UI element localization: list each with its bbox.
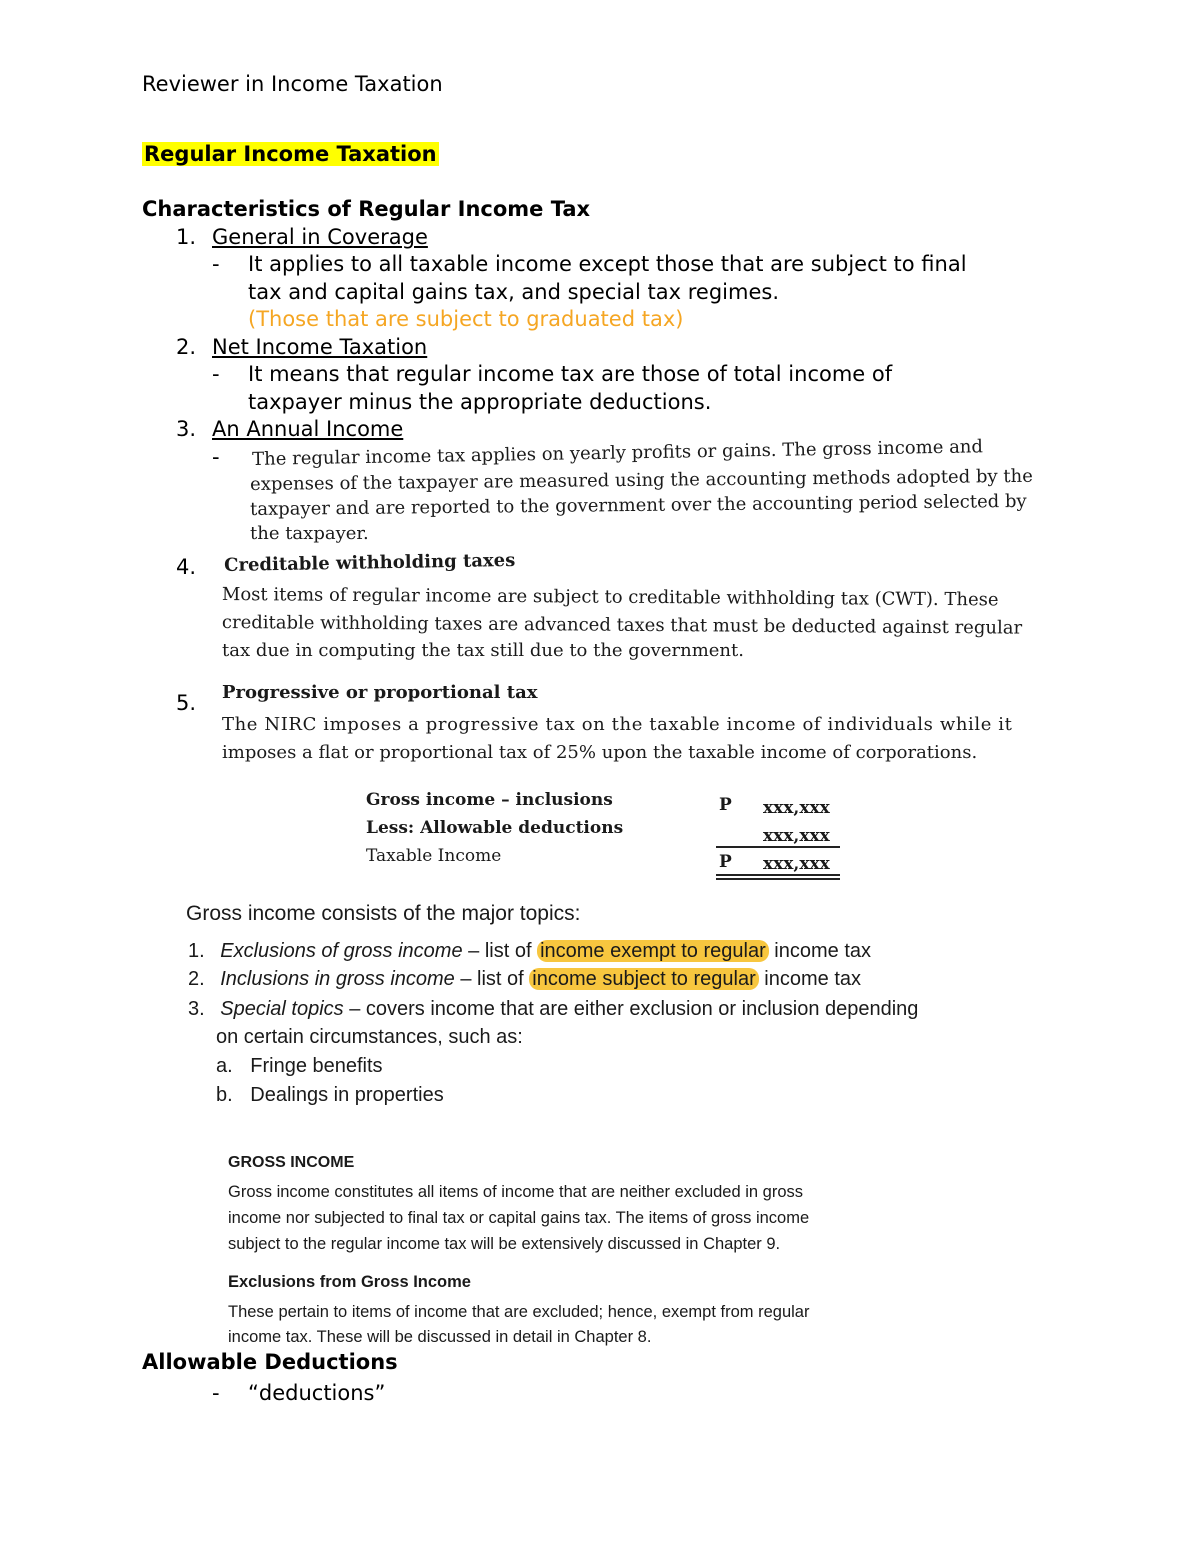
item-4-number: 4.	[176, 555, 197, 579]
allowable-item: “deductions”	[248, 1381, 386, 1405]
ledger-row-label: Gross income – inclusions	[366, 790, 613, 810]
item-3-scan-line: the taxpayer.	[250, 523, 369, 544]
exclusions-line: These pertain to items of income that are excluded; hence, exempt from regular	[228, 1303, 810, 1321]
ledger-row-amount: xxx,xxx	[763, 826, 830, 846]
gross-subtopic-text: Dealings in properties	[250, 1084, 444, 1106]
item-1-label: General in Coverage	[212, 225, 428, 249]
document-title: Reviewer in Income Taxation	[142, 72, 443, 96]
item-5-scan-line: The NIRC imposes a progressive tax on the taxable income of individuals while it	[222, 714, 1013, 735]
item-1-number: 1.	[176, 225, 197, 249]
item-1-text-line2: tax and capital gains tax, and special tax regimes.	[248, 280, 780, 304]
item-2-number: 2.	[176, 335, 197, 359]
gross-subtopic-letter: b.	[216, 1084, 233, 1106]
exclusions-heading: Exclusions from Gross Income	[228, 1273, 471, 1291]
item-2-text-line1: It means that regular income tax are those of total income of	[248, 362, 893, 386]
item-3-scan-line: The regular income tax applies on yearly profits or gains. The gross income and	[252, 436, 984, 470]
ledger-row-label: Less: Allowable deductions	[366, 818, 624, 838]
gross-topic-row	[188, 998, 918, 1021]
exclusions-line: income tax. These will be discussed in detail in Chapter 8.	[228, 1328, 652, 1346]
gross-subtopic-letter: a.	[216, 1055, 233, 1077]
gross-topic-number: 3.	[188, 998, 205, 1020]
gross-topic-number: 1.	[188, 940, 205, 962]
item-2-dash: -	[212, 362, 220, 386]
ledger-row-label: Taxable Income	[366, 846, 502, 866]
allowable-dash: -	[212, 1381, 220, 1405]
item-1-text-line1: It applies to all taxable income except those that are subject to final	[248, 252, 967, 276]
item-4-label: Creditable withholding taxes	[224, 549, 516, 576]
item-5-scan-line: imposes a flat or proportional tax of 25% upon the taxable income of corporations.	[222, 742, 978, 763]
item-3-number: 3.	[176, 417, 197, 441]
item-3-dash: -	[212, 445, 220, 469]
ledger-row-prefix: P	[719, 852, 732, 872]
ledger-total-double-rule	[716, 878, 840, 880]
gross-topic-mid: – list of	[462, 940, 538, 962]
gross-subtopic	[216, 1084, 444, 1107]
gross-topics-heading: Gross income consists of the major topics:	[186, 902, 581, 925]
gross-topic-highlight: income subject to regular	[529, 968, 758, 990]
characteristics-heading: Characteristics of Regular Income Tax	[142, 197, 591, 221]
gross-topic-row	[188, 940, 871, 963]
gross-topic-mid: – list of	[454, 968, 530, 990]
allowable-deductions-heading: Allowable Deductions	[142, 1350, 398, 1374]
gross-income-line: subject to the regular income tax will be extensively discussed in Chapter 9.	[228, 1235, 781, 1253]
gross-topic-number: 2.	[188, 968, 205, 990]
gross-topic-highlight: income exempt to regular	[537, 940, 769, 962]
gross-topic-tail: income tax	[758, 968, 862, 990]
item-2-label: Net Income Taxation	[212, 335, 428, 359]
item-3-scan-line: expenses of the taxpayer are measured using the accounting methods adopted by the	[250, 465, 1033, 495]
item-4-scan-line: tax due in computing the tax still due to the government.	[222, 640, 744, 661]
item-1-dash: -	[212, 252, 220, 276]
gross-topic-row	[188, 968, 861, 991]
ledger-row-amount: xxx,xxx	[763, 798, 830, 818]
ledger-row-prefix: P	[719, 795, 732, 815]
gross-income-line: Gross income constitutes all items of income that are neither excluded in gross	[228, 1183, 804, 1201]
gross-topic-lead: Inclusions in gross income	[220, 968, 455, 990]
item-1-note: (Those that are subject to graduated tax)	[248, 307, 684, 331]
gross-subtopic-text: Fringe benefits	[250, 1055, 383, 1077]
item-2-text-line2: taxpayer minus the appropriate deductions.	[248, 390, 712, 414]
item-5-number: 5.	[176, 691, 197, 715]
gross-subtopic	[216, 1055, 383, 1078]
item-4-scan-line: Most items of regular income are subject to creditable withholding tax (CWT). These	[221, 584, 999, 611]
ledger-row-amount: xxx,xxx	[763, 854, 830, 874]
ledger-total-rule	[716, 874, 840, 876]
gross-topic-tail: income tax	[768, 940, 871, 962]
item-5-label: Progressive or proportional tax	[222, 682, 538, 703]
section-title	[142, 142, 439, 166]
ledger-subtotal-rule	[716, 846, 840, 848]
gross-topic-continuation: on certain circumstances, such as:	[216, 1026, 523, 1048]
item-4-scan-line: creditable withholding taxes are advanced taxes that must be deducted against regular	[221, 612, 1023, 639]
item-3-scan-line: taxpayer and are reported to the government over the accounting period selected by	[250, 490, 1027, 520]
gross-topic-lead: Special topics	[220, 998, 344, 1020]
gross-topic-mid: – covers income that are either exclusion or inclusion depending	[343, 998, 919, 1020]
section-title-highlight: Regular Income Taxation	[144, 142, 437, 166]
gross-income-line: income nor subjected to final tax or capital gains tax. The items of gross income	[228, 1209, 810, 1227]
gross-topic-lead: Exclusions of gross income	[220, 940, 463, 962]
gross-income-heading: GROSS INCOME	[228, 1154, 355, 1171]
item-3-label: An Annual Income	[212, 417, 404, 441]
